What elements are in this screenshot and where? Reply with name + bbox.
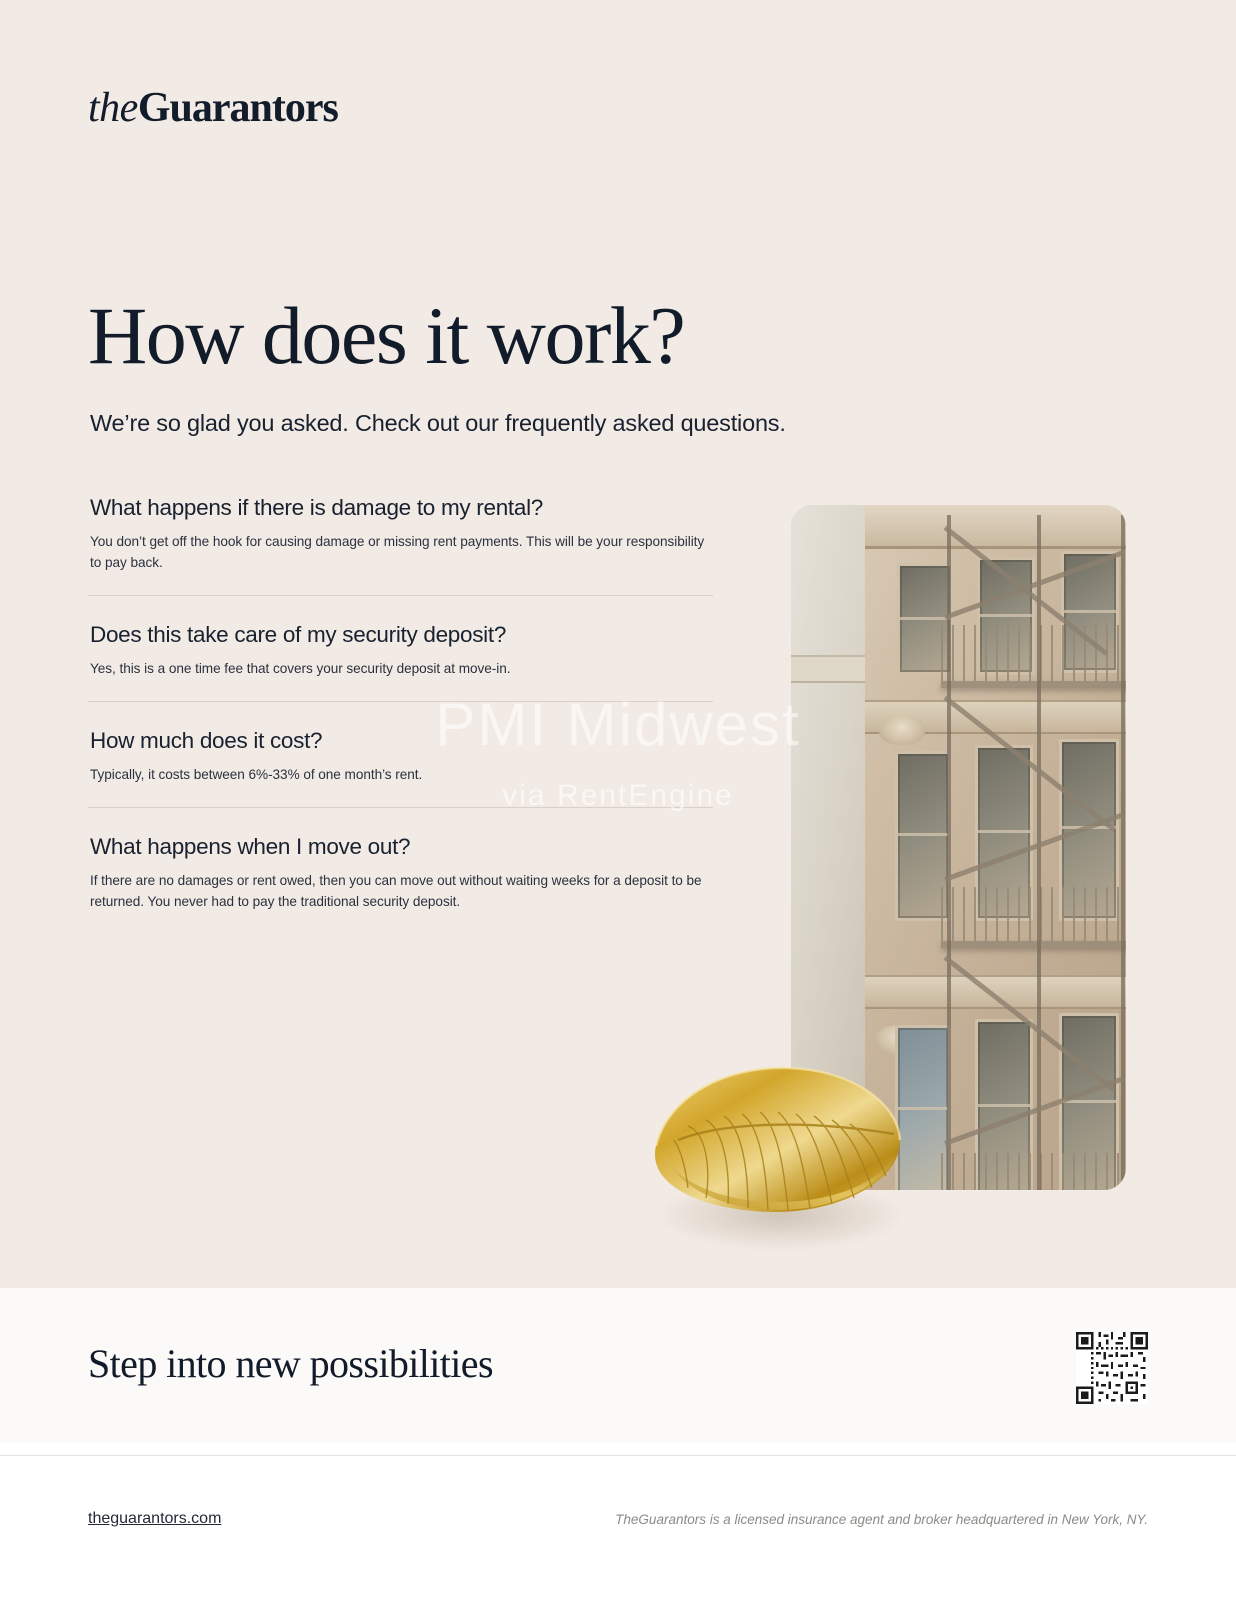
faq-answer: Yes, this is a one time fee that covers your security deposit at move-in.	[90, 661, 511, 677]
footer	[0, 1456, 1236, 1600]
faq-item[interactable]	[88, 595, 713, 701]
faq-item[interactable]	[88, 495, 713, 595]
qr-code[interactable]	[1076, 1332, 1148, 1404]
gold-leaf-bowl-object	[648, 1060, 908, 1250]
faq-answer: You don’t get off the hook for causing damage or missing rent payments. This will be your responsibility to pay back.	[90, 534, 705, 571]
gold-leaf-icon	[648, 1060, 904, 1220]
watermark-line-1: PMI Midwest	[435, 691, 801, 758]
faq-question: How much does it cost?	[90, 728, 323, 754]
watermark-line-2: via RentEngine	[502, 779, 734, 812]
faq-answer: Typically, it costs between 6%-33% of one month’s rent.	[90, 767, 423, 783]
cta-title: Step into new possibilities	[88, 1341, 493, 1386]
page-subtitle: We’re so glad you asked. Check out our frequently asked questions.	[90, 409, 786, 436]
faq-question: Does this take care of my security deposit?	[90, 622, 507, 648]
brand-logo[interactable]	[88, 84, 338, 132]
footer-disclaimer: TheGuarantors is a licensed insurance agent and broker headquartered in New York, NY.	[615, 1512, 1148, 1527]
brand-logo-name: Guarantors	[137, 85, 338, 131]
footer-website-link[interactable]: theguarantors.com	[88, 1510, 222, 1527]
cta-band	[0, 1288, 1236, 1443]
faq-question: What happens if there is damage to my rental?	[90, 495, 544, 520]
faq-list	[88, 495, 713, 934]
faq-answer: If there are no damages or rent owed, then you can move out without waiting weeks for a deposit to be returned. You never had to pay the traditional security deposit.	[90, 873, 702, 910]
brand-logo-the: the	[88, 85, 138, 131]
page-title: How does it work?	[88, 289, 685, 381]
faq-item[interactable]	[88, 701, 713, 807]
faq-question: What happens when I move out?	[90, 834, 411, 860]
faq-item[interactable]	[88, 807, 713, 934]
